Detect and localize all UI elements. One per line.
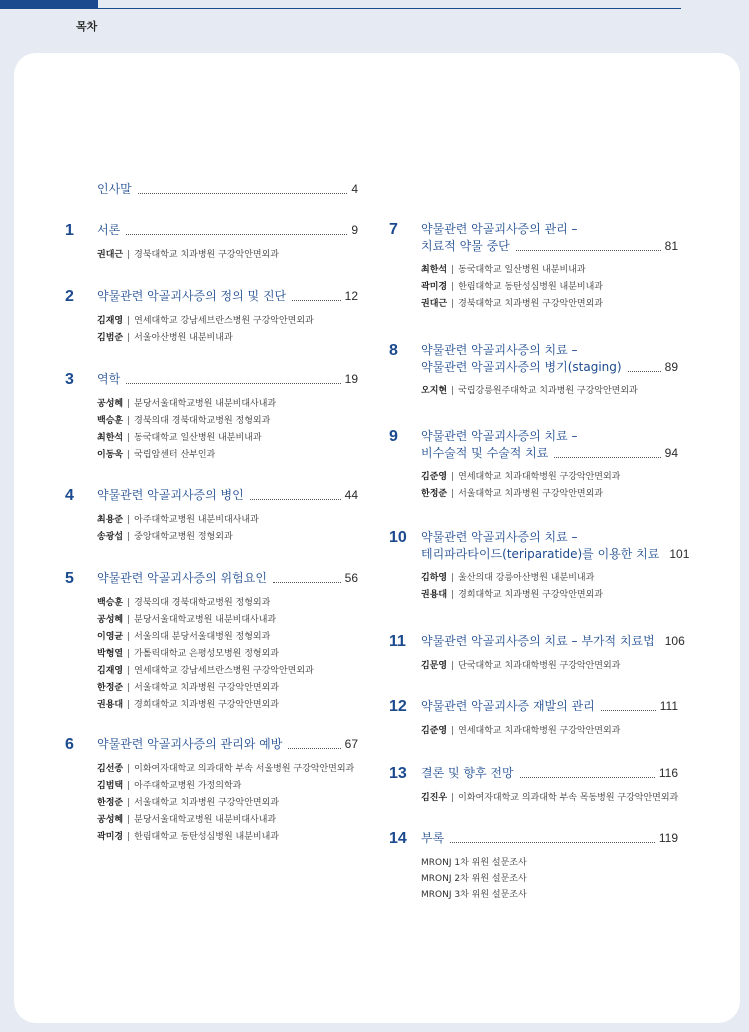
toc-entry-chapter-9[interactable] bbox=[389, 428, 678, 503]
author-name: 권용대 bbox=[421, 590, 448, 600]
author-affiliation: 경희대학교 치과병원 구강악안면외과 bbox=[458, 590, 603, 600]
author-row bbox=[97, 761, 358, 778]
author-affiliation: 아주대학교병원 내분비대사내과 bbox=[134, 515, 259, 525]
chapter-title: 약물관련 악골괴사증의 관리 – bbox=[421, 222, 578, 236]
separator: | bbox=[127, 515, 131, 525]
author-name: 최한석 bbox=[97, 433, 124, 443]
toc-entry-chapter-4[interactable] bbox=[65, 487, 358, 546]
separator: | bbox=[127, 250, 131, 260]
author-affiliation: 이화여자대학교 의과대학 부속 서울병원 구강악안면외과 bbox=[134, 764, 355, 774]
chapter-number: 14 bbox=[389, 830, 407, 847]
separator: | bbox=[127, 333, 131, 343]
separator: | bbox=[127, 815, 131, 825]
author-list bbox=[421, 790, 678, 807]
author-row bbox=[97, 795, 358, 812]
author-name: 곽미경 bbox=[97, 832, 124, 842]
separator: | bbox=[127, 781, 131, 791]
author-name: 김문영 bbox=[421, 661, 448, 671]
author-name: 김준영 bbox=[421, 472, 448, 482]
author-name: 김하영 bbox=[421, 573, 448, 583]
separator: | bbox=[127, 399, 131, 409]
separator: | bbox=[451, 282, 455, 292]
author-name: 권대근 bbox=[97, 250, 124, 260]
author-affiliation: 분당서울대학교병원 내분비대사내과 bbox=[134, 399, 277, 409]
author-list bbox=[97, 512, 358, 546]
separator: | bbox=[127, 798, 131, 808]
author-list bbox=[421, 383, 678, 400]
author-affiliation: 서울아산병원 내분비내과 bbox=[134, 333, 233, 343]
author-row bbox=[421, 296, 678, 313]
author-row bbox=[97, 829, 358, 846]
author-affiliation: 중앙대학교병원 정형외과 bbox=[134, 532, 233, 542]
author-name: 김진우 bbox=[421, 793, 448, 803]
author-affiliation: 한림대학교 동탄성심병원 내분비내과 bbox=[458, 282, 603, 292]
author-affiliation: 서울대학교 치과병원 구강악안면외과 bbox=[458, 489, 603, 499]
toc-entry-chapter-2[interactable] bbox=[65, 288, 358, 347]
separator: | bbox=[127, 532, 131, 542]
chapter-number: 1 bbox=[65, 222, 74, 239]
page-number: 94 bbox=[664, 446, 678, 460]
chapter-number: 5 bbox=[65, 570, 74, 587]
toc-entry-chapter-13[interactable] bbox=[389, 765, 678, 807]
page-number: 116 bbox=[658, 766, 678, 780]
author-row bbox=[421, 658, 678, 675]
page-number: 119 bbox=[658, 831, 678, 845]
author-affiliation: 한림대학교 동탄성심병원 내분비내과 bbox=[134, 832, 279, 842]
separator: | bbox=[451, 386, 455, 396]
chapter-title: 약물관련 악골괴사증의 치료 – 부가적 치료법 bbox=[421, 634, 655, 648]
author-row bbox=[97, 697, 358, 714]
chapter-number: 7 bbox=[389, 221, 398, 238]
author-row bbox=[421, 262, 678, 279]
author-affiliation: 동국대학교 일산병원 내분비내과 bbox=[458, 265, 586, 275]
page-number: 106 bbox=[664, 634, 685, 648]
author-list bbox=[421, 469, 678, 503]
author-row bbox=[421, 469, 678, 486]
author-list bbox=[97, 761, 358, 846]
chapter-number: 8 bbox=[389, 342, 398, 359]
separator: | bbox=[127, 433, 131, 443]
page-number: 111 bbox=[659, 699, 678, 713]
page-number: 19 bbox=[344, 372, 358, 386]
separator: | bbox=[451, 489, 455, 499]
chapter-number: 2 bbox=[65, 288, 74, 305]
author-row bbox=[421, 723, 678, 740]
page-number: 67 bbox=[344, 737, 358, 751]
author-list bbox=[421, 855, 678, 903]
page-number: 81 bbox=[664, 239, 678, 253]
author-name: 김범준 bbox=[97, 333, 124, 343]
separator: | bbox=[451, 265, 455, 275]
author-list bbox=[97, 313, 358, 347]
toc-entry-chapter-11[interactable] bbox=[389, 633, 685, 675]
author-name: 권대근 bbox=[421, 299, 448, 309]
author-name: 백승훈 bbox=[97, 416, 124, 426]
toc-entry-chapter-12[interactable] bbox=[389, 698, 678, 740]
separator: | bbox=[127, 666, 131, 676]
leader-dots bbox=[601, 709, 656, 711]
chapter-title: 약물관련 악골괴사증의 치료 – bbox=[421, 530, 578, 544]
leader-dots bbox=[126, 233, 347, 235]
separator: | bbox=[127, 683, 131, 693]
author-affiliation: 연세대학교 강남세브란스병원 구강악안면외과 bbox=[134, 316, 314, 326]
leader-dots bbox=[250, 498, 341, 500]
author-name: 오지현 bbox=[421, 386, 448, 396]
author-row bbox=[421, 383, 678, 400]
page-number: 12 bbox=[344, 289, 358, 303]
chapter-title: 결론 및 향후 전망 bbox=[421, 766, 514, 780]
header-accent-bar bbox=[0, 0, 98, 9]
leader-dots bbox=[288, 747, 340, 749]
author-row bbox=[97, 447, 358, 464]
author-affiliation: 분당서울대학교병원 내분비대사내과 bbox=[134, 815, 277, 825]
author-list bbox=[97, 247, 358, 264]
page-number: 44 bbox=[344, 488, 358, 502]
chapter-title: 부록 bbox=[421, 831, 445, 845]
author-affiliation: 가톨릭대학교 은평성모병원 정형외과 bbox=[134, 649, 279, 659]
chapter-title: 약물관련 악골괴사증의 병기(staging) bbox=[421, 360, 622, 374]
chapter-title: 약물관련 악골괴사증 재발의 관리 bbox=[421, 699, 595, 713]
author-affiliation: 동국대학교 일산병원 내분비내과 bbox=[134, 433, 262, 443]
author-list bbox=[421, 723, 678, 740]
chapter-number: 11 bbox=[389, 633, 406, 650]
separator: | bbox=[127, 316, 131, 326]
author-row bbox=[97, 247, 358, 264]
author-affiliation: 연세대학교 강남세브란스병원 구강악안면외과 bbox=[134, 666, 314, 676]
author-affiliation: 연세대학교 치과대학병원 구강악안면외과 bbox=[458, 726, 621, 736]
chapter-number: 6 bbox=[65, 736, 74, 753]
leader-dots bbox=[292, 299, 341, 301]
author-affiliation: 서울대학교 치과병원 구강악안면외과 bbox=[134, 683, 279, 693]
page-number: 101 bbox=[669, 547, 690, 561]
toc-entry-chapter-8[interactable] bbox=[389, 342, 678, 400]
separator: | bbox=[451, 573, 455, 583]
author-name: 권용대 bbox=[97, 700, 124, 710]
leader-dots bbox=[628, 370, 661, 372]
chapter-title: 약물관련 악골괴사증의 정의 및 진단 bbox=[97, 289, 287, 303]
chapter-number: 13 bbox=[389, 765, 407, 782]
author-affiliation: 경북대학교 치과병원 구강악안면외과 bbox=[458, 299, 603, 309]
separator: | bbox=[127, 450, 131, 460]
author-list bbox=[97, 595, 358, 714]
author-affiliation: 경희대학교 치과병원 구강악안면외과 bbox=[134, 700, 279, 710]
author-affiliation: 분당서울대학교병원 내분비대사내과 bbox=[134, 615, 277, 625]
page-title: 목차 bbox=[76, 20, 98, 33]
page-number: 9 bbox=[351, 223, 358, 237]
author-name: 송광섭 bbox=[97, 532, 124, 542]
separator: | bbox=[127, 615, 131, 625]
author-affiliation: 아주대학교병원 가정의학과 bbox=[134, 781, 242, 791]
toc-entry-chapter-10[interactable] bbox=[389, 529, 690, 604]
author-name: 백승훈 bbox=[97, 598, 124, 608]
chapter-number: 3 bbox=[65, 371, 74, 388]
author-row bbox=[97, 680, 358, 697]
author-affiliation: 국립암센터 산부인과 bbox=[134, 450, 216, 460]
leader-dots bbox=[450, 841, 655, 843]
chapter-title: 약물관련 악골괴사증의 치료 – bbox=[421, 343, 578, 357]
author-row bbox=[421, 279, 678, 296]
author-row bbox=[97, 778, 358, 795]
chapter-number: 9 bbox=[389, 428, 398, 445]
author-name: 한정준 bbox=[97, 798, 124, 808]
author-name: 이영균 bbox=[97, 632, 124, 642]
toc-entry-chapter-6[interactable] bbox=[65, 736, 358, 846]
toc-entry-chapter-3[interactable] bbox=[65, 371, 358, 464]
author-name: 한정준 bbox=[97, 683, 124, 693]
author-name: 공성혜 bbox=[97, 399, 124, 409]
leader-dots bbox=[554, 456, 660, 458]
author-affiliation: 경북의대 경북대학교병원 정형외과 bbox=[134, 416, 271, 426]
author-row bbox=[97, 430, 358, 447]
separator: | bbox=[127, 598, 131, 608]
author-name: 최용준 bbox=[97, 515, 124, 525]
leader-dots bbox=[126, 382, 340, 384]
chapter-title: 서론 bbox=[97, 223, 121, 237]
toc-entry-chapter-7[interactable] bbox=[389, 221, 678, 313]
separator: | bbox=[451, 793, 455, 803]
chapter-title: 약물관련 악골괴사증의 관리와 예방 bbox=[97, 737, 283, 751]
author-row bbox=[421, 570, 678, 587]
author-list bbox=[421, 658, 678, 675]
appendix-item[interactable]: MRONJ 1차 위원 설문조사 bbox=[421, 858, 527, 868]
separator: | bbox=[451, 472, 455, 482]
author-name: 한정준 bbox=[421, 489, 448, 499]
leader-dots bbox=[520, 776, 655, 778]
author-row bbox=[97, 629, 358, 646]
leader-dots bbox=[273, 581, 341, 583]
author-affiliation: 이화여자대학교 의과대학 부속 목동병원 구강악안면외과 bbox=[458, 793, 679, 803]
author-affiliation: 경북의대 경북대학교병원 정형외과 bbox=[134, 598, 271, 608]
author-name: 김재영 bbox=[97, 666, 124, 676]
header-rule bbox=[98, 8, 681, 9]
page-number: 4 bbox=[351, 182, 358, 196]
author-name: 최한석 bbox=[421, 265, 448, 275]
appendix-item[interactable]: MRONJ 3차 위원 설문조사 bbox=[421, 890, 527, 900]
author-row bbox=[97, 313, 358, 330]
page-number: 56 bbox=[344, 571, 358, 585]
author-row bbox=[97, 663, 358, 680]
appendix-item[interactable]: MRONJ 2차 위원 설문조사 bbox=[421, 874, 527, 884]
toc-entry-intro[interactable] bbox=[65, 181, 358, 198]
author-row bbox=[97, 396, 358, 413]
author-name: 김재영 bbox=[97, 316, 124, 326]
chapter-title: 비수술적 및 수술적 치료 bbox=[421, 446, 549, 460]
chapter-title: 약물관련 악골괴사증의 치료 – bbox=[421, 429, 578, 443]
page-number: 89 bbox=[664, 360, 678, 374]
chapter-number: 4 bbox=[65, 487, 74, 504]
author-name: 공성혜 bbox=[97, 615, 124, 625]
separator: | bbox=[127, 764, 131, 774]
author-row bbox=[97, 812, 358, 829]
chapter-title: 테리파라타이드(teriparatide)를 이용한 치료 bbox=[421, 547, 660, 561]
author-row bbox=[97, 646, 358, 663]
chapter-title: 치료적 약물 중단 bbox=[421, 239, 510, 253]
author-row bbox=[97, 413, 358, 430]
author-row bbox=[421, 790, 678, 807]
separator: | bbox=[127, 649, 131, 659]
author-row bbox=[97, 330, 358, 347]
chapter-number: 12 bbox=[389, 698, 407, 715]
toc-entry-chapter-1[interactable] bbox=[65, 222, 358, 264]
chapter-title: 약물관련 악골괴사증의 병인 bbox=[97, 488, 244, 502]
author-row bbox=[421, 486, 678, 503]
separator: | bbox=[127, 832, 131, 842]
chapter-title: 역학 bbox=[97, 372, 121, 386]
chapter-number: 10 bbox=[389, 529, 407, 546]
author-list bbox=[97, 396, 358, 464]
separator: | bbox=[451, 726, 455, 736]
author-affiliation: 서울대학교 치과병원 구강악안면외과 bbox=[134, 798, 279, 808]
author-list bbox=[421, 570, 678, 604]
chapter-title: 인사말 bbox=[97, 182, 132, 196]
separator: | bbox=[451, 299, 455, 309]
separator: | bbox=[451, 590, 455, 600]
leader-dots bbox=[138, 192, 348, 194]
author-row bbox=[97, 512, 358, 529]
author-affiliation: 국립강릉원주대학교 치과병원 구강악안면외과 bbox=[458, 386, 638, 396]
author-row bbox=[97, 529, 358, 546]
author-name: 김준영 bbox=[421, 726, 448, 736]
author-row bbox=[97, 595, 358, 612]
separator: | bbox=[127, 700, 131, 710]
author-affiliation: 경북대학교 치과병원 구강악안면외과 bbox=[134, 250, 279, 260]
author-row bbox=[421, 587, 678, 604]
author-name: 박형열 bbox=[97, 649, 124, 659]
toc-entry-chapter-5[interactable] bbox=[65, 570, 358, 714]
chapter-title: 약물관련 악골괴사증의 위험요인 bbox=[97, 571, 267, 585]
author-name: 공성혜 bbox=[97, 815, 124, 825]
author-name: 김선종 bbox=[97, 764, 124, 774]
author-affiliation: 단국대학교 치과대학병원 구강악안면외과 bbox=[458, 661, 621, 671]
author-list bbox=[421, 262, 678, 313]
author-name: 김범택 bbox=[97, 781, 124, 791]
author-row bbox=[97, 612, 358, 629]
separator: | bbox=[127, 416, 131, 426]
author-affiliation: 서울의대 분당서울대병원 정형외과 bbox=[134, 632, 271, 642]
toc-entry-chapter-14[interactable] bbox=[389, 830, 678, 903]
author-name: 이동욱 bbox=[97, 450, 124, 460]
separator: | bbox=[127, 632, 131, 642]
separator: | bbox=[451, 661, 455, 671]
author-affiliation: 울산의대 강릉아산병원 내분비내과 bbox=[458, 573, 595, 583]
author-name: 곽미경 bbox=[421, 282, 448, 292]
author-affiliation: 연세대학교 치과대학병원 구강악안면외과 bbox=[458, 472, 621, 482]
leader-dots bbox=[516, 249, 661, 251]
